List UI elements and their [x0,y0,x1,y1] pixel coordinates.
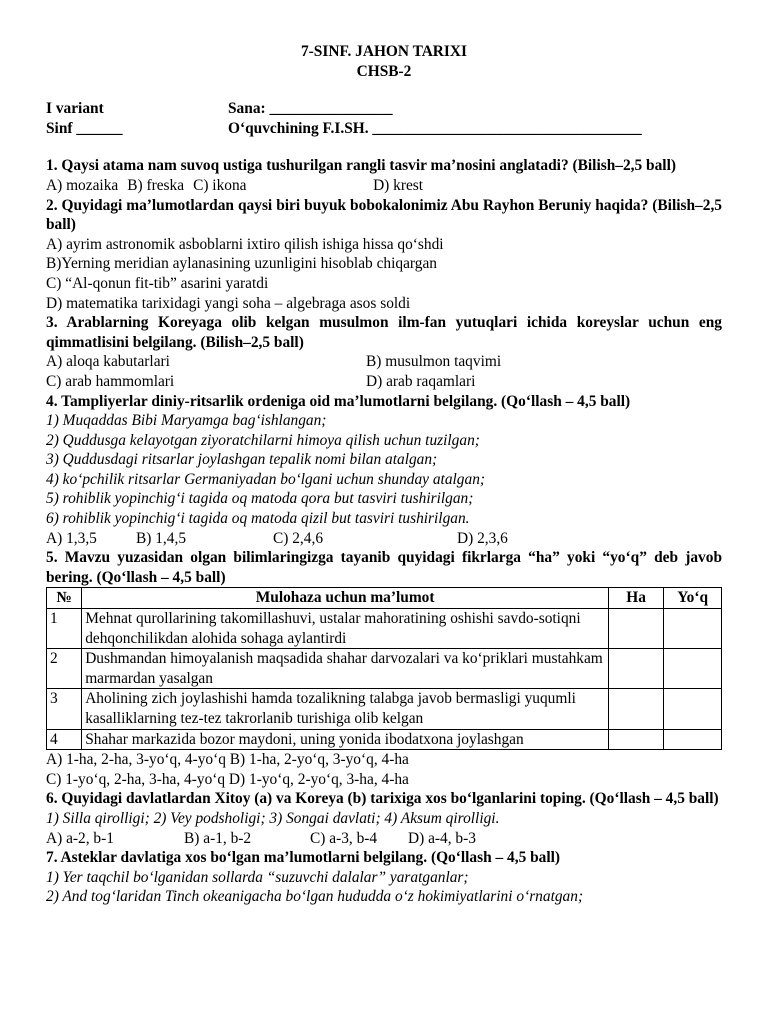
no-cell[interactable] [664,609,722,649]
q2-option-a: A) ayrim astronomik asboblarni ixtiro qilish ishiga hissa qo‘shdi [46,235,444,253]
q4-option-c: C) 2,4,6 [273,529,324,547]
row-number: 2 [47,649,82,689]
question-1-options [46,176,722,196]
q5-options-line-1: A) 1-ha, 2-ha, 3-yo‘q, 4-yo‘q B) 1-ha, 2-yo‘q, 3-yo‘q, 4-ha [46,751,409,769]
question-4-options [46,529,722,549]
variant-label: I variant [46,100,104,118]
no-cell[interactable] [664,689,722,729]
q1-option-b: B) freska [127,176,185,194]
q4-item-5: 5) rohiblik yopinchig‘i tagida oq matoda qora but tasviri tushirilgan; [46,490,474,508]
question-1: 1. Qaysi atama nam suvoq ustiga tushurilgan rangli tasvir ma’nosini anglatadi? (Bilish–2,5 ball) [46,157,676,175]
q4-item-3: 3) Quddusdagi ritsarlar joylashgan tepalik nomi bilan atalgan; [46,451,438,469]
header-row-1 [46,99,722,119]
yes-cell[interactable] [609,609,664,649]
question-2: 2. Quyidagi ma’lumotlardan qaysi biri buyuk bobokalonimiz Abu Rayhon Beruniy haqida? (Bilish–2,5 ball) [46,196,722,234]
q6-option-c: C) a-3, b-4 [310,829,378,847]
yes-cell[interactable] [609,729,664,750]
table-header-row [47,588,722,609]
yes-cell[interactable] [609,649,664,689]
table-row [47,649,722,689]
q2-option-b: B)Yerning meridian aylanasining uzunligini hisoblab chiqargan [46,255,437,273]
table-row [47,689,722,729]
table-row [47,729,722,750]
yes-cell[interactable] [609,689,664,729]
statements-table [46,587,722,750]
question-3: 3. Arablarning Koreyaga olib kelgan musulmon ilm-fan yutuqlari ichida koreyslar uchun eng qimmatlisini belgilang. (Bilish–2,5 ball) [46,314,722,351]
q4-option-d: D) 2,3,6 [457,529,508,547]
q4-item-1: 1) Muqaddas Bibi Maryamga bag‘ishlangan; [46,412,327,430]
q7-item-1: 1) Yer taqchil bo‘lganidan sollarda “suzuvchi dalalar” yaratganlar; [46,868,469,886]
class-field: Sinf ______ [46,119,123,137]
row-statement: Aholining zich joylashishi hamda tozalikning talabga javob bermasligi yuqumli kasalliklarning tez-tez takrorlanib turishiga olib kelgan [82,689,609,729]
date-field: Sana: ________________ [228,100,393,118]
q7-item-2: 2) And tog‘laridan Tinch okeanigacha bo‘lgan hududda o‘z hokimiyatlarini o‘rnatgan; [46,888,584,906]
q1-option-c: C) ikona [193,176,247,194]
q3-options-row-2 [46,372,722,392]
row-statement: Shahar markazida bozor maydoni, uning yonida ibodatxona joylashgan [82,729,609,750]
q4-option-b: B) 1,4,5 [136,529,187,547]
q6-option-b: B) a-1, b-2 [184,829,252,847]
q6-option-a: A) a-2, b-1 [46,829,114,847]
row-number: 3 [47,689,82,729]
question-4: 4. Tampliyerlar diniy-ritsarlik ordeniga oid ma’lumotlarni belgilang. (Qo‘llash – 4,5 ball) [46,392,631,410]
col-yes: Ha [609,588,664,609]
q2-option-d: D) matematika tarixidagi yangi soha – algebraga asos soldi [46,294,411,312]
col-no: Yo‘q [664,588,722,609]
student-name-field: O‘quvchining F.I.SH. ___________________________________ [228,119,642,137]
question-5: 5. Mavzu yuzasidan olgan bilimlaringizga tayanib quyidagi fikrlarga “ha” yoki “yo‘q” deb javob bering. (Qo‘llash – 4,5 ball) [46,549,722,586]
col-statement: Mulohaza uchun ma’lumot [82,588,609,609]
q6-items: 1) Silla qirolligi; 2) Vey podsholigi; 3) Songai davlati; 4) Aksum qirolligi. [46,809,500,827]
table-row [47,609,722,649]
row-number: 1 [47,609,82,649]
q3-option-a: A) aloqa kabutarlari [46,353,170,371]
page-title: 7-SINF. JAHON TARIXI [300,43,468,60]
q2-option-c: C) “Al-qonun fit-tib” asarini yaratdi [46,274,269,292]
question-6-options [46,829,722,849]
row-statement: Mehnat qurollarining takomillashuvi, ustalar mahoratining oshishi savdo-sotiqni dehqonchilikdan alohida sohaga aylantirdi [82,609,609,649]
header-row-2 [46,119,722,139]
row-statement: Dushmandan himoyalanish maqsadida shahar darvozalari va ko‘priklari mustahkam marmardan yasalgan [82,649,609,689]
q4-item-4: 4) ko‘pchilik ritsarlar Germaniyadan bo‘lgani uchun shunday atalgan; [46,470,486,488]
no-cell[interactable] [664,649,722,689]
q5-options-line-2: C) 1-yo‘q, 2-ha, 3-ha, 4-yo‘q D) 1-yo‘q, 2-yo‘q, 3-ha, 4-ha [46,770,409,788]
row-number: 4 [47,729,82,750]
q1-option-d: D) krest [373,176,424,194]
question-7: 7. Asteklar davlatiga xos bo‘lgan ma’lumotlarni belgilang. (Qo‘llash – 4,5 ball) [46,849,561,867]
question-6: 6. Quyidagi davlatlardan Xitoy (a) va Koreya (b) tarixiga xos bo‘lganlarini toping. (Qo‘llash – 4,5 ball) [46,790,719,808]
q3-option-d: D) arab raqamlari [366,372,476,390]
no-cell[interactable] [664,729,722,750]
q6-option-d: D) a-4, b-3 [408,829,476,847]
q4-item-6: 6) rohiblik yopinchig‘i tagida oq matoda qizil but tasviri tushirilgan. [46,510,470,528]
q3-option-b: B) musulmon taqvimi [366,353,502,371]
q4-option-a: A) 1,3,5 [46,529,97,547]
page-subtitle: CHSB-2 [356,62,412,80]
q1-option-a: A) mozaika [46,176,119,194]
q3-option-c: C) arab hammomlari [46,372,175,390]
q4-item-2: 2) Quddusga kelayotgan ziyoratchilarni himoya qilish uchun tuzilgan; [46,431,480,449]
q3-options-row-1 [46,352,722,372]
col-number: № [47,588,82,609]
